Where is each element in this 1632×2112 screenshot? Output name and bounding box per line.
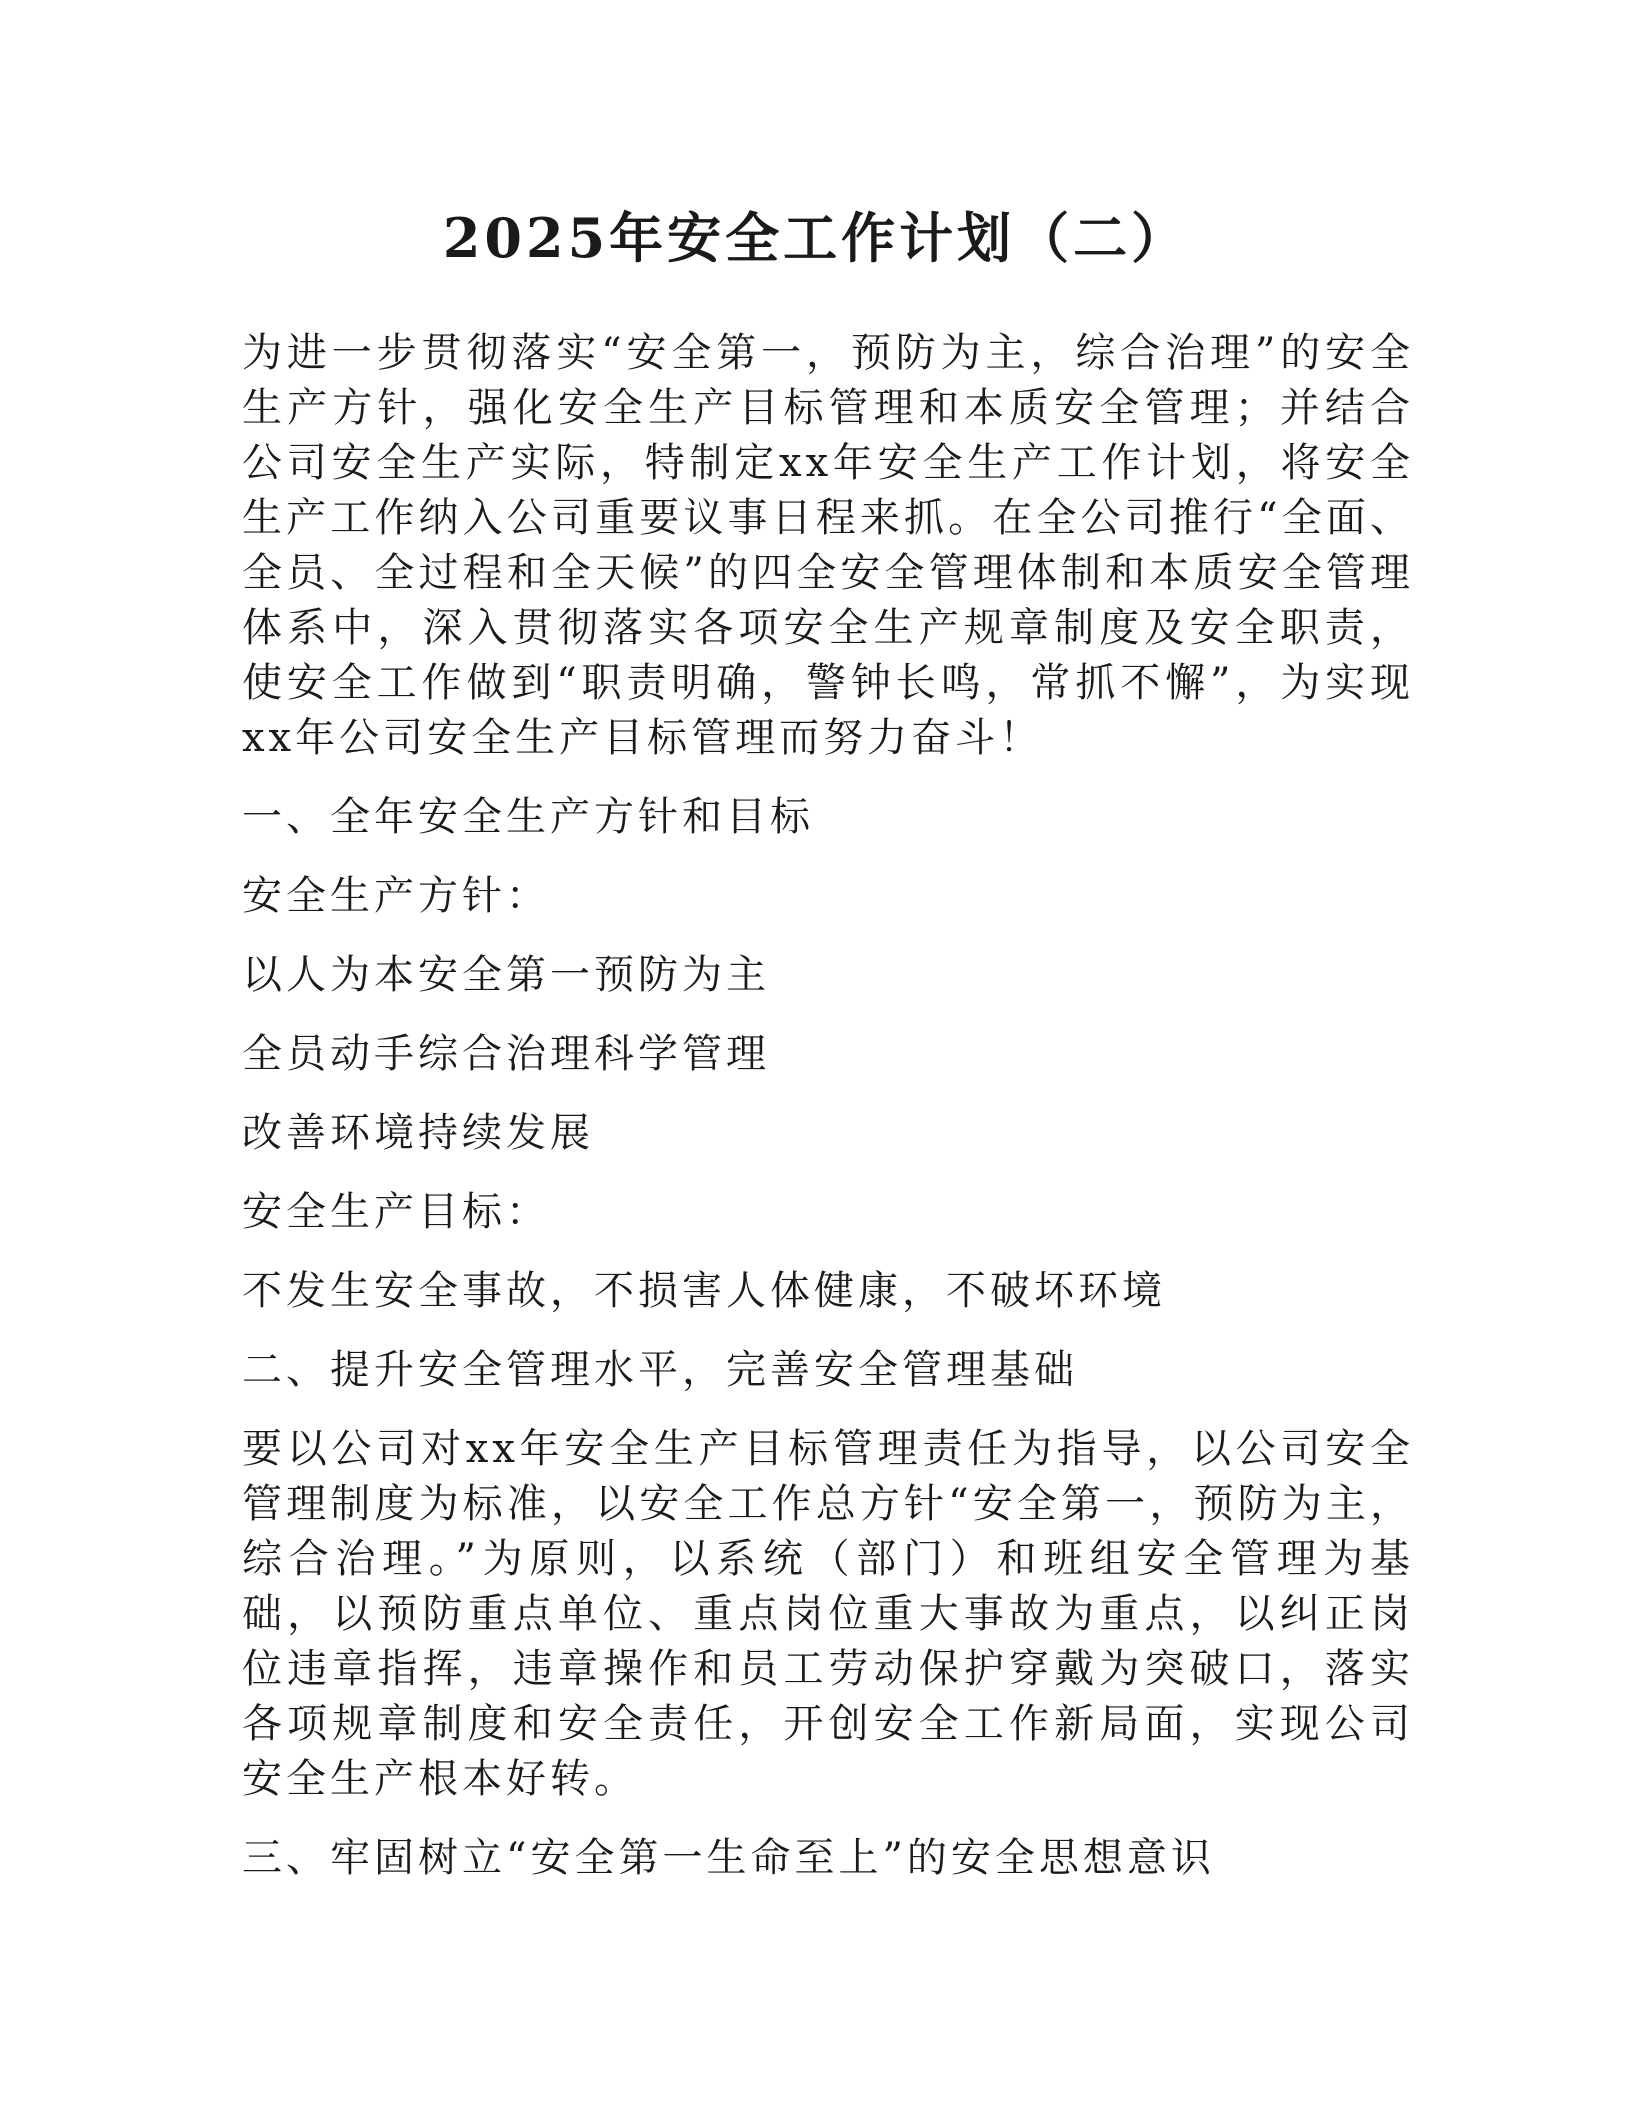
policy-line-2: 全员动手综合治理科学管理	[242, 1031, 770, 1077]
page-title: 2025年安全工作计划（二）	[442, 206, 1190, 270]
section-heading-1: 一、全年安全生产方针和目标	[242, 794, 814, 840]
goal-line: 不发生安全事故，不损害人体健康，不破坏环境	[242, 1268, 1166, 1314]
section-2-paragraph: 要以公司对xx年安全生产目标管理责任为指导，以公司安全管理制度为标准，以安全工作总方针“安全第一，预防为主，综合治理。”为原则，以系统（部门）和班组安全管理为基础，以预防重点单位、重点岗位重大事故为重点，以纠正岗位违章指挥，违章操作和员工劳动保护穿戴为突破口，落实各项规章制度和安全责任，开创安全工作新局面，实现公司安全生产根本好转。	[242, 1426, 1414, 1802]
intro-paragraph: 为进一步贯彻落实“安全第一，预防为主，综合治理”的安全生产方针，强化安全生产目标管理和本质安全管理；并结合公司安全生产实际，特制定xx年安全生产工作计划，将安全生产工作纳入公司重要议事日程来抓。在全公司推行“全面、全员、全过程和全天候”的四全安全管理体制和本质安全管理体系中，深入贯彻落实各项安全生产规章制度及安全职责，使安全工作做到“职责明确，警钟长鸣，常抓不懈”，为实现xx年公司安全生产目标管理而努力奋斗！	[242, 330, 1414, 761]
goal-label: 安全生产目标：	[242, 1189, 550, 1235]
policy-line-1: 以人为本安全第一预防为主	[242, 952, 770, 998]
policy-line-3: 改善环境持续发展	[242, 1110, 594, 1156]
section-heading-2: 二、提升安全管理水平，完善安全管理基础	[242, 1347, 1078, 1393]
document-body	[242, 326, 1414, 1886]
section-heading-3: 三、牢固树立“安全第一生命至上”的安全思想意识	[242, 1835, 1215, 1881]
policy-label: 安全生产方针：	[242, 873, 550, 919]
